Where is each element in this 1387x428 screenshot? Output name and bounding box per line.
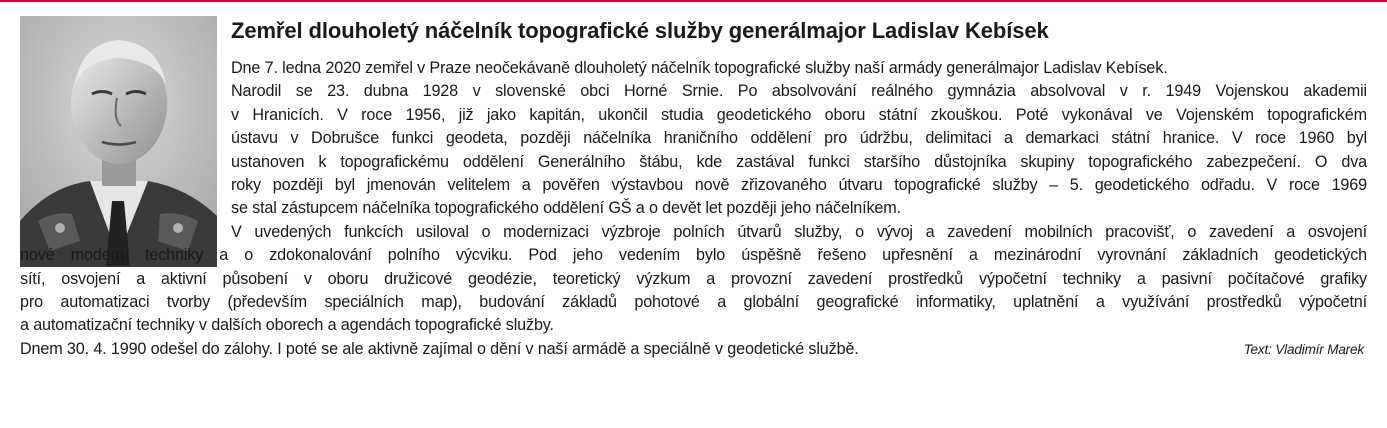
closing-row [20,338,1367,361]
article-title: Zemřel dlouholetý náčelník topografické služby generálmajor Ladislav Kebísek [231,18,1049,43]
paragraph-line: sítí, osvojení a aktivní působení v oboru družicové geodézie, teoretický výzkum a provozní zavedení prostředků výpočetní techniky a pasivní počítačové grafiky [20,269,1367,288]
paragraph-line: ústavu v Dobrušce funkci geodeta, později náčelníka hraničního oddělení pro údržbu, delimitaci a demarkaci státní hranice. V roce 1960 byl [231,129,1367,148]
paragraph-line: pro automatizaci tvorby (především speciálních map), budování základů pohotové a globální geografické informatiky, uplatnění a využívání prostředků výpočetní [20,292,1367,311]
article-body [20,57,1367,361]
top-accent-rule [0,0,1387,2]
paragraph-line: a automatizační techniky v dalších oborech a agendách topografické služby. [20,316,554,335]
paragraph-line: se stal zástupcem náčelníka topografického oddělení GŠ a o devět let později jeho náčelníkem. [231,199,901,218]
paragraph-line: Dnem 30. 4. 1990 odešel do zálohy. I poté se ale aktivně zajímal o dění v naší armádě a speciálně v geodetické službě. [20,339,859,358]
paragraph-line: roky později byl jmenován velitelem a pověřen výstavbou nově zřizovaného útvaru topografické služby – 5. geodetického odřadu. V roce 1969 [231,175,1367,194]
paragraph-line: Dne 7. ledna 2020 zemřel v Praze neočekávaně dlouholetý náčelník topografické služby naší armády generálmajor Ladislav Kebísek. [231,59,1168,77]
paragraph-line: V uvedených funkcích usiloval o modernizaci výzbroje polních útvarů služby, o vývoj a zavedení mobilních pracovišť, o zavedení a osvojení [231,222,1367,241]
paragraph-line: Narodil se 23. dubna 1928 v slovenské obci Horné Srnie. Po absolvování reálného gymnázia absolvoval v r. 1949 Vojenskou akademii [231,82,1367,101]
author-credit: Text: Vladimír Marek [1243,341,1364,357]
paragraph-line: v Hranicích. V roce 1956, již jako kapitán, ukončil studia geodetického oboru státní zkouškou. Poté vykonával ve Vojenském topografickém [231,105,1367,124]
paragraph-line: ustanoven k topografickému oddělení Generálního štábu, kde zastával funkci staršího důstojníka skupiny topografického zabezpečení. O dva [231,152,1367,171]
paragraph-line: nové moderní techniky a o zdokonalování polního výcviku. Pod jeho vedením bylo úspěšně řešeno upřesnění a mezinárodní vyrovnání základních geodetických [20,246,1367,265]
